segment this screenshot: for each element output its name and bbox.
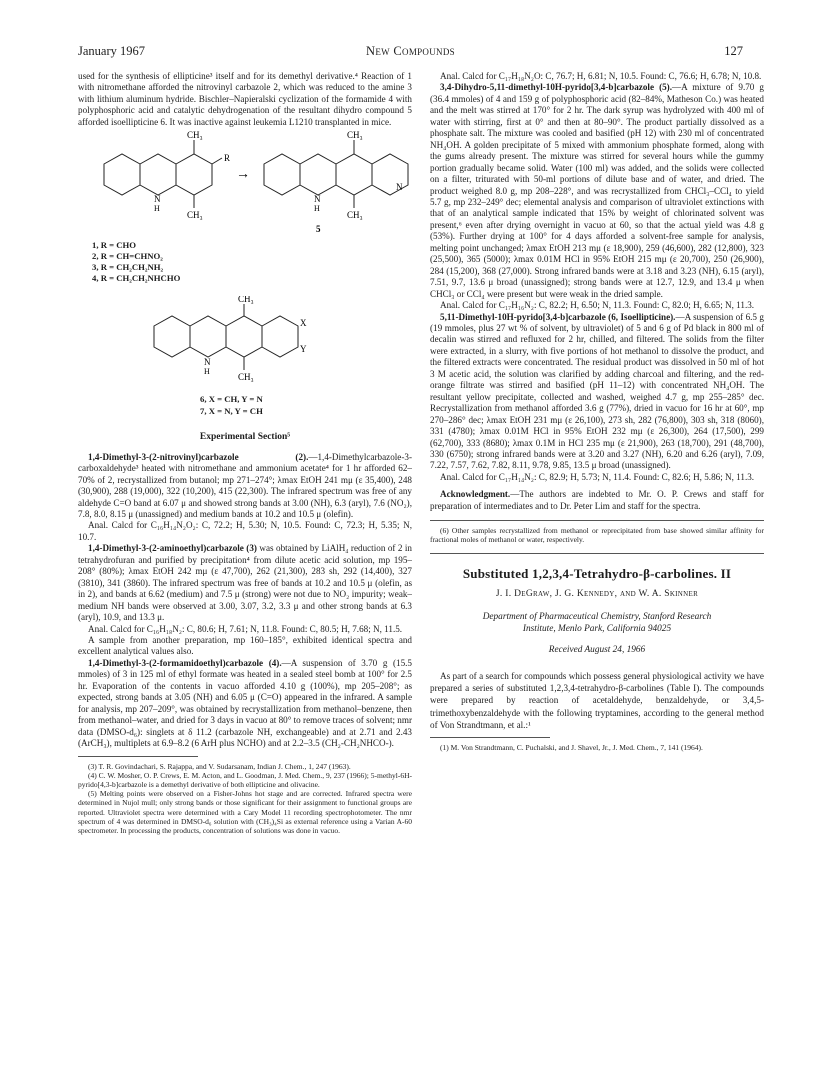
isoellipticine-scheme bbox=[78, 296, 412, 426]
footnote-rule bbox=[78, 756, 198, 757]
nh-label-6: N bbox=[204, 357, 211, 368]
footnote-6: (6) Other samples recrystallized from methanol or reprecipitated from base showed similar affinity for fractional moles of methanol or water, respectively. bbox=[430, 526, 764, 545]
compound-3-title: 1,4-Dimethyl-3-(2-aminoethyl)carbazole (3) bbox=[88, 543, 257, 554]
compound-4-analysis: Anal. Calcd for C₁₇H₁₈N₂O: C, 76.7; H, 6.81; N, 10.5. Found: C, 76.6; H, 6.78; N, 10.8. bbox=[440, 71, 762, 81]
compound-3-extra: A sample from another preparation, mp 160–185°, exhibited identical spectra and excellent analytical values also. bbox=[78, 634, 412, 657]
nh-label-5: N bbox=[314, 194, 321, 205]
ch3-label-top-5: CH₃ bbox=[347, 130, 363, 141]
compound-2-title: 1,4-Dimethyl-3-(2-nitrovinyl)carbazole (2). bbox=[88, 451, 309, 462]
compound-5-label: 5 bbox=[316, 224, 321, 235]
h-label-5: H bbox=[314, 204, 320, 214]
compound-6-title: 5,11-Dimethyl-10H-pyrido[3,4-b]carbazole (6, Isoellipticine). bbox=[440, 311, 676, 322]
compound-6-analysis: Anal. Calcd for C₁₇H₁₄N₂: C, 82.9; H, 5.73; N, 11.4. Found: C, 82.6; H, 5.86; N, 11.3. bbox=[440, 471, 755, 482]
compound-1-label: 1, R = CHO bbox=[92, 240, 137, 251]
y-label: Y bbox=[300, 344, 307, 355]
compound-2-label: 2, R = CH=CHNO₂ bbox=[92, 251, 163, 262]
affiliation bbox=[430, 611, 764, 635]
header-section: New Compounds bbox=[366, 44, 455, 58]
compound-3-label: 3, R = CH₂CH₂NH₂ bbox=[92, 262, 164, 273]
x-label: X bbox=[300, 318, 307, 329]
compound-6-body: —A suspension of 6.5 g (19 mmoles, plus 27 wt % of solvent, by ultraviolet) of 5 and 6 g of Pd black in 800 ml of decalin was stirred and refluxed for 2 hr, chilled, and filtered. The solids from the filter were extracted, in a slurry, with five portions of hot methanol to dissolve the product, and the filtered extracts were concentrated. The residual product was dissolved in 50 ml of hot 3 M acetic acid, the solution was clarified by adding charcoal and filtering, and the red-orange filtrate was stirred and basified (pH 11–12) with concentrated NH₄OH. The resultant yellow precipitate, collected and washed, weighed 4.7 g, mp 255–285° dec. Recrystallization from methanol afforded 3.6 g (77%), dried in vacuo for 16 hr at 60°, mp 270–286° dec; λmax EtOH 231 mμ (ε 26,100), 273 sh, 282 (76,800), 303 sh, 318 (8060), 331 (4780); λmax 0.01M HCl in 95% EtOH 232 mμ (ε 26,300), 264 (17,500), 299 (62,700), 333 (8680); λmax 0.1M in HCl 235 mμ (ε 21,900), 263 (18,700), 291 (48,700), 330 (6750); strong infrared bands were at 3.20 and 3.27 (NH), 6.20 and 6.26 (aryl), 7.09, 7.22, 7.57, 7.62, 7.82, 8.11, 9.78, 9.85, 13.5 μ broad (unassigned). bbox=[430, 311, 764, 471]
ch3-label-top-6: CH₃ bbox=[238, 296, 254, 305]
ch3-label-bottom-5: CH₃ bbox=[347, 210, 363, 221]
compound-3-paragraph bbox=[78, 543, 412, 623]
ch3-label-top: CH₃ bbox=[187, 130, 203, 141]
footnote-5: (5) Melting points were observed on a Fisher-Johns hot stage and are corrected. Infrared spectra were determined in Nujol mull; only strong bands or those significant for their assignment to functional groups are reported. Ultraviolet spectra were determined with a Cary Model 11 recording spectrophotometer. The nmr spectrum of 4 was determined in DMSO-d₆ solution with (CH₃)₄Si as external reference using a Varian A-60 spectrometer. In processing the products, concentration of solutions was done in vacuo. bbox=[78, 789, 412, 835]
carbazole-structure-diagram bbox=[78, 128, 412, 240]
right-column bbox=[430, 71, 764, 752]
received-date: Received August 24, 1966 bbox=[548, 644, 646, 655]
footnote-rule-right bbox=[430, 520, 764, 521]
compound-2-body: —1,4-Dimethylcarbazole-3-carboxaldehyde³ heated with nitromethane and ammonium acetate⁴ for 1 hr afforded 62–70% of 2, recrystallized from butanol; mp 271–274°; λmax EtOH 241 mμ (ε 35,400), 248 (30,900), 288 (19,000), 322 (10,200), 415 (22,300). The infrared spectrum was free of any aldehyde C=O band at 6.07 μ and showed strong bands at 3.00 (NH), 6.3 (aryl), 7.6 (NO₂), 7.8, 8.0, 8.15 μ (unassigned) and medium bands at 10.2 and 10.5 μ (olefin). bbox=[78, 451, 412, 519]
acknowledgment-paragraph bbox=[430, 489, 764, 512]
intro-paragraph: used for the synthesis of ellipticine³ itself and for its demethyl derivative.⁴ Reaction of 1 with nitromethane afforded the nitrovinyl carbazole 2, which was reduced to the amine 3 with lithium aluminum hydride. Bischler–Napieralski cyclization of the formamide 4 with polyphosphoric acid and catalytic dehydrogenation of the resultant dihydro compound 5 afforded isoellipticine 6. It was inactive against leukemia L1210 transplanted in mice. bbox=[78, 71, 412, 127]
running-header bbox=[78, 44, 743, 60]
affiliation-line-2: Institute, Menlo Park, California 94025 bbox=[522, 623, 672, 634]
compound-6-label: 6, X = CH, Y = N bbox=[200, 394, 263, 405]
nh-label: N bbox=[154, 194, 161, 205]
n-label-5: N bbox=[396, 182, 403, 193]
compound-4-body: —A suspension of 3.70 g (15.5 mmoles) of 3 in 125 ml of ethyl formate was heated in a sealed steel bomb at 100° for 2.5 hr. Evaporation of the contents in vacuo afforded 4.10 g (100%), mp 205–208°; as expected, strong bands at 3.05 (NH) and 6.05 μ (C=O) appeared in the infrared. A sample for analysis, mp 207–209°, was obtained by recrystallization from methanol–benzene, then from methanol–water, and dried for 3 days in vacuo at 80° to remove traces of solvent; nmr data (DMSO-d₆): singlets at δ 11.2 (carbazole NH, exchangeable) and at 2.71 and 2.43 (ArCH₃), multiplets at 6.9–8.2 (6 ArH plus NCHO) and at 2.2–3.5 (CH₂-CH₂NHCO-). bbox=[78, 657, 412, 749]
footnote-1: (1) M. Von Strandtmann, C. Puchalski, and J. Shavel, Jr., J. Med. Chem., 7, 141 (1964). bbox=[440, 743, 703, 752]
reaction-arrow: → bbox=[236, 167, 250, 183]
compound-2-paragraph bbox=[78, 452, 412, 521]
experimental-heading: Experimental Section⁵ bbox=[199, 432, 291, 443]
footnote-3: (3) T. R. Govindachari, S. Rajappa, and V. Sudarsanam, Indian J. Chem., 1, 247 (1963). bbox=[88, 761, 351, 771]
compound-6-paragraph bbox=[430, 312, 764, 472]
article-authors: J. I. DeGraw, J. G. Kennedy, and W. A. Skinner bbox=[495, 589, 699, 600]
article-intro-paragraph: As part of a search for compounds which possess general physiological activity we have prepared a series of substituted 1,2,3,4-tetrahydro-β-carbolines (Table I). The compounds were prepared by reaction of acetaldehyde, benzaldehyde, or 3,4,5-trimethoxybenzaldehyde with the following tryptamines, according to the general method of Von Strandtmann, et al.:¹ bbox=[430, 670, 764, 730]
pyridocarbazole-structure-diagram bbox=[78, 296, 412, 396]
acknowledgment-title: Acknowledgment. bbox=[440, 489, 511, 500]
compound-4-label: 4, R = CH₂CH₂NHCHO bbox=[92, 273, 181, 284]
article-divider bbox=[430, 553, 764, 554]
compound-3-body: was obtained by LiAlH₄ reduction of 2 in tetrahydrofuran and purified by precipitation⁴ from dilute acetic acid solution, mp 195–208° (80%); λmax EtOH 242 mμ (ε 47,700), 262 (21,300), 283 sh, 292 (14,400), 327 (3810), 341 (3860). The infrared spectrum was free of bands at 10.2 and 10.5 μ (olefin, as in 2), and bands at 6.62 (medium) and 7.5 μ (strong) were not due to NO₂ impurity; weak–medium NH bands were observed at 3.00, 3.07, 3.2, 3.3 μ and other strong bands at 6.3 (aryl), 10.9, and 13.3 μ. bbox=[78, 543, 412, 623]
footnote-rule-bottom bbox=[430, 737, 550, 738]
r-label: R bbox=[224, 153, 231, 164]
compound-3-analysis: Anal. Calcd for C₁₆H₁₈N₂: C, 80.6; H, 7.61; N, 11.8. Found: C, 80.5; H, 7.68; N, 11.5. bbox=[88, 623, 403, 634]
reaction-scheme bbox=[78, 128, 412, 296]
compound-4-title: 1,4-Dimethyl-3-(2-formamidoethyl)carbazole (4). bbox=[88, 657, 282, 668]
compound-4-paragraph bbox=[78, 658, 412, 750]
compound-2-analysis: Anal. Calcd for C₁₆H₁₄N₂O₂: C, 72.2; H, 5.30; N, 10.5. Found: C, 72.3; H, 5.35; N, 10.7. bbox=[78, 520, 412, 542]
ch3-label-bottom-6: CH₃ bbox=[238, 372, 254, 383]
compound-5-body: —A mixture of 9.70 g (36.4 mmoles) of 4 and 159 g of polyphosphoric acid (82–84%, Matheson Co.) was heated and the melt was stirred at 170° for 2 hr. The dark syrup was hydrolyzed with 400 ml of water with stirring, first at 0° and then at 80–90°. The product partially dissolved as a phosphate salt. The mixture was cooled and basified (pH 12) with 230 ml of concentrated NH₄OH. A golden precipitate of 5 mixed with ammonium phosphate formed, along with the gums already present. The mixture was stirred for several hours while the gummy portion gradually became solid. Water (100 ml) was added, and the solids were collected on a filter, triturated with 50-ml portions of dilute base and of water, and dried. The product weighed 8.0 g, mp 208–228°, and was recrystallized from CHCl₃–CCl₄ to yield 5.7 g, mp 232–249° dec; elemental analysis and comparison of ultraviolet extinctions with that of an analytical sample indicated that 15% by weight of chlorinated solvent was present,⁶ even after drying overnight in vacuo at 60, so that the actual yield was 4.8 g (53%). Further drying at 100° for 4 days afforded a solvent-free sample for analysis, melting point unchanged; λmax EtOH 213 mμ (ε 18,900), 259 (46,600), 282 (12,800), 323 (25,500), 365 (5000); λmax 0.01M HCl in 95% EtOH 215 mμ (ε 20,700), 250 (26,900), 284 (15,200), 368 (27,000). Strong infrared bands were at 3.18 and 3.23 (NH), 6.15 (aryl), 7.51, 9.7, 13.6 μ broad (unassigned); strong bands were at 12.7, 12.9, and 13.4 μ when CHCl₃ or CCl₄ were present but were weak in the dried sample. bbox=[430, 82, 764, 299]
page-number: 127 bbox=[724, 44, 743, 58]
article-title: Substituted 1,2,3,4-Tetrahydro-β-carbolines. II bbox=[462, 565, 732, 581]
h-label-6: H bbox=[204, 367, 210, 377]
footnote-4: (4) C. W. Mosher, O. P. Crews, E. M. Acton, and L. Goodman, J. Med. Chem., 9, 237 (1966); 5-methyl-6H-pyrido[4,3-b]carbazole is a demethyl derivative of both ellipticine and olivacine. bbox=[78, 770, 412, 789]
acknowledgment-body: —The authors are indebted to Mr. O. P. Crews and staff for preparation of intermediates and to Dr. Peter Lim and staff for the spectra. bbox=[430, 489, 764, 511]
h-label: H bbox=[154, 204, 160, 214]
compound-5-paragraph bbox=[430, 82, 764, 300]
affiliation-line-1: Department of Pharmaceutical Chemistry, Stanford Research bbox=[482, 611, 712, 622]
compound-5-analysis: Anal. Calcd for C₁₇H₁₆N₂: C, 82.2; H, 6.50; N, 11.3. Found: C, 82.0; H, 6.65; N, 11.3. bbox=[440, 300, 755, 311]
compound-5-title: 3,4-Dihydro-5,11-dimethyl-10H-pyrido[3,4-b]carbazole (5). bbox=[440, 82, 672, 93]
header-date: January 1967 bbox=[78, 44, 145, 58]
left-column bbox=[78, 71, 412, 835]
compound-7-label: 7, X = N, Y = CH bbox=[200, 406, 263, 417]
ch3-label-bottom: CH₃ bbox=[187, 210, 203, 221]
